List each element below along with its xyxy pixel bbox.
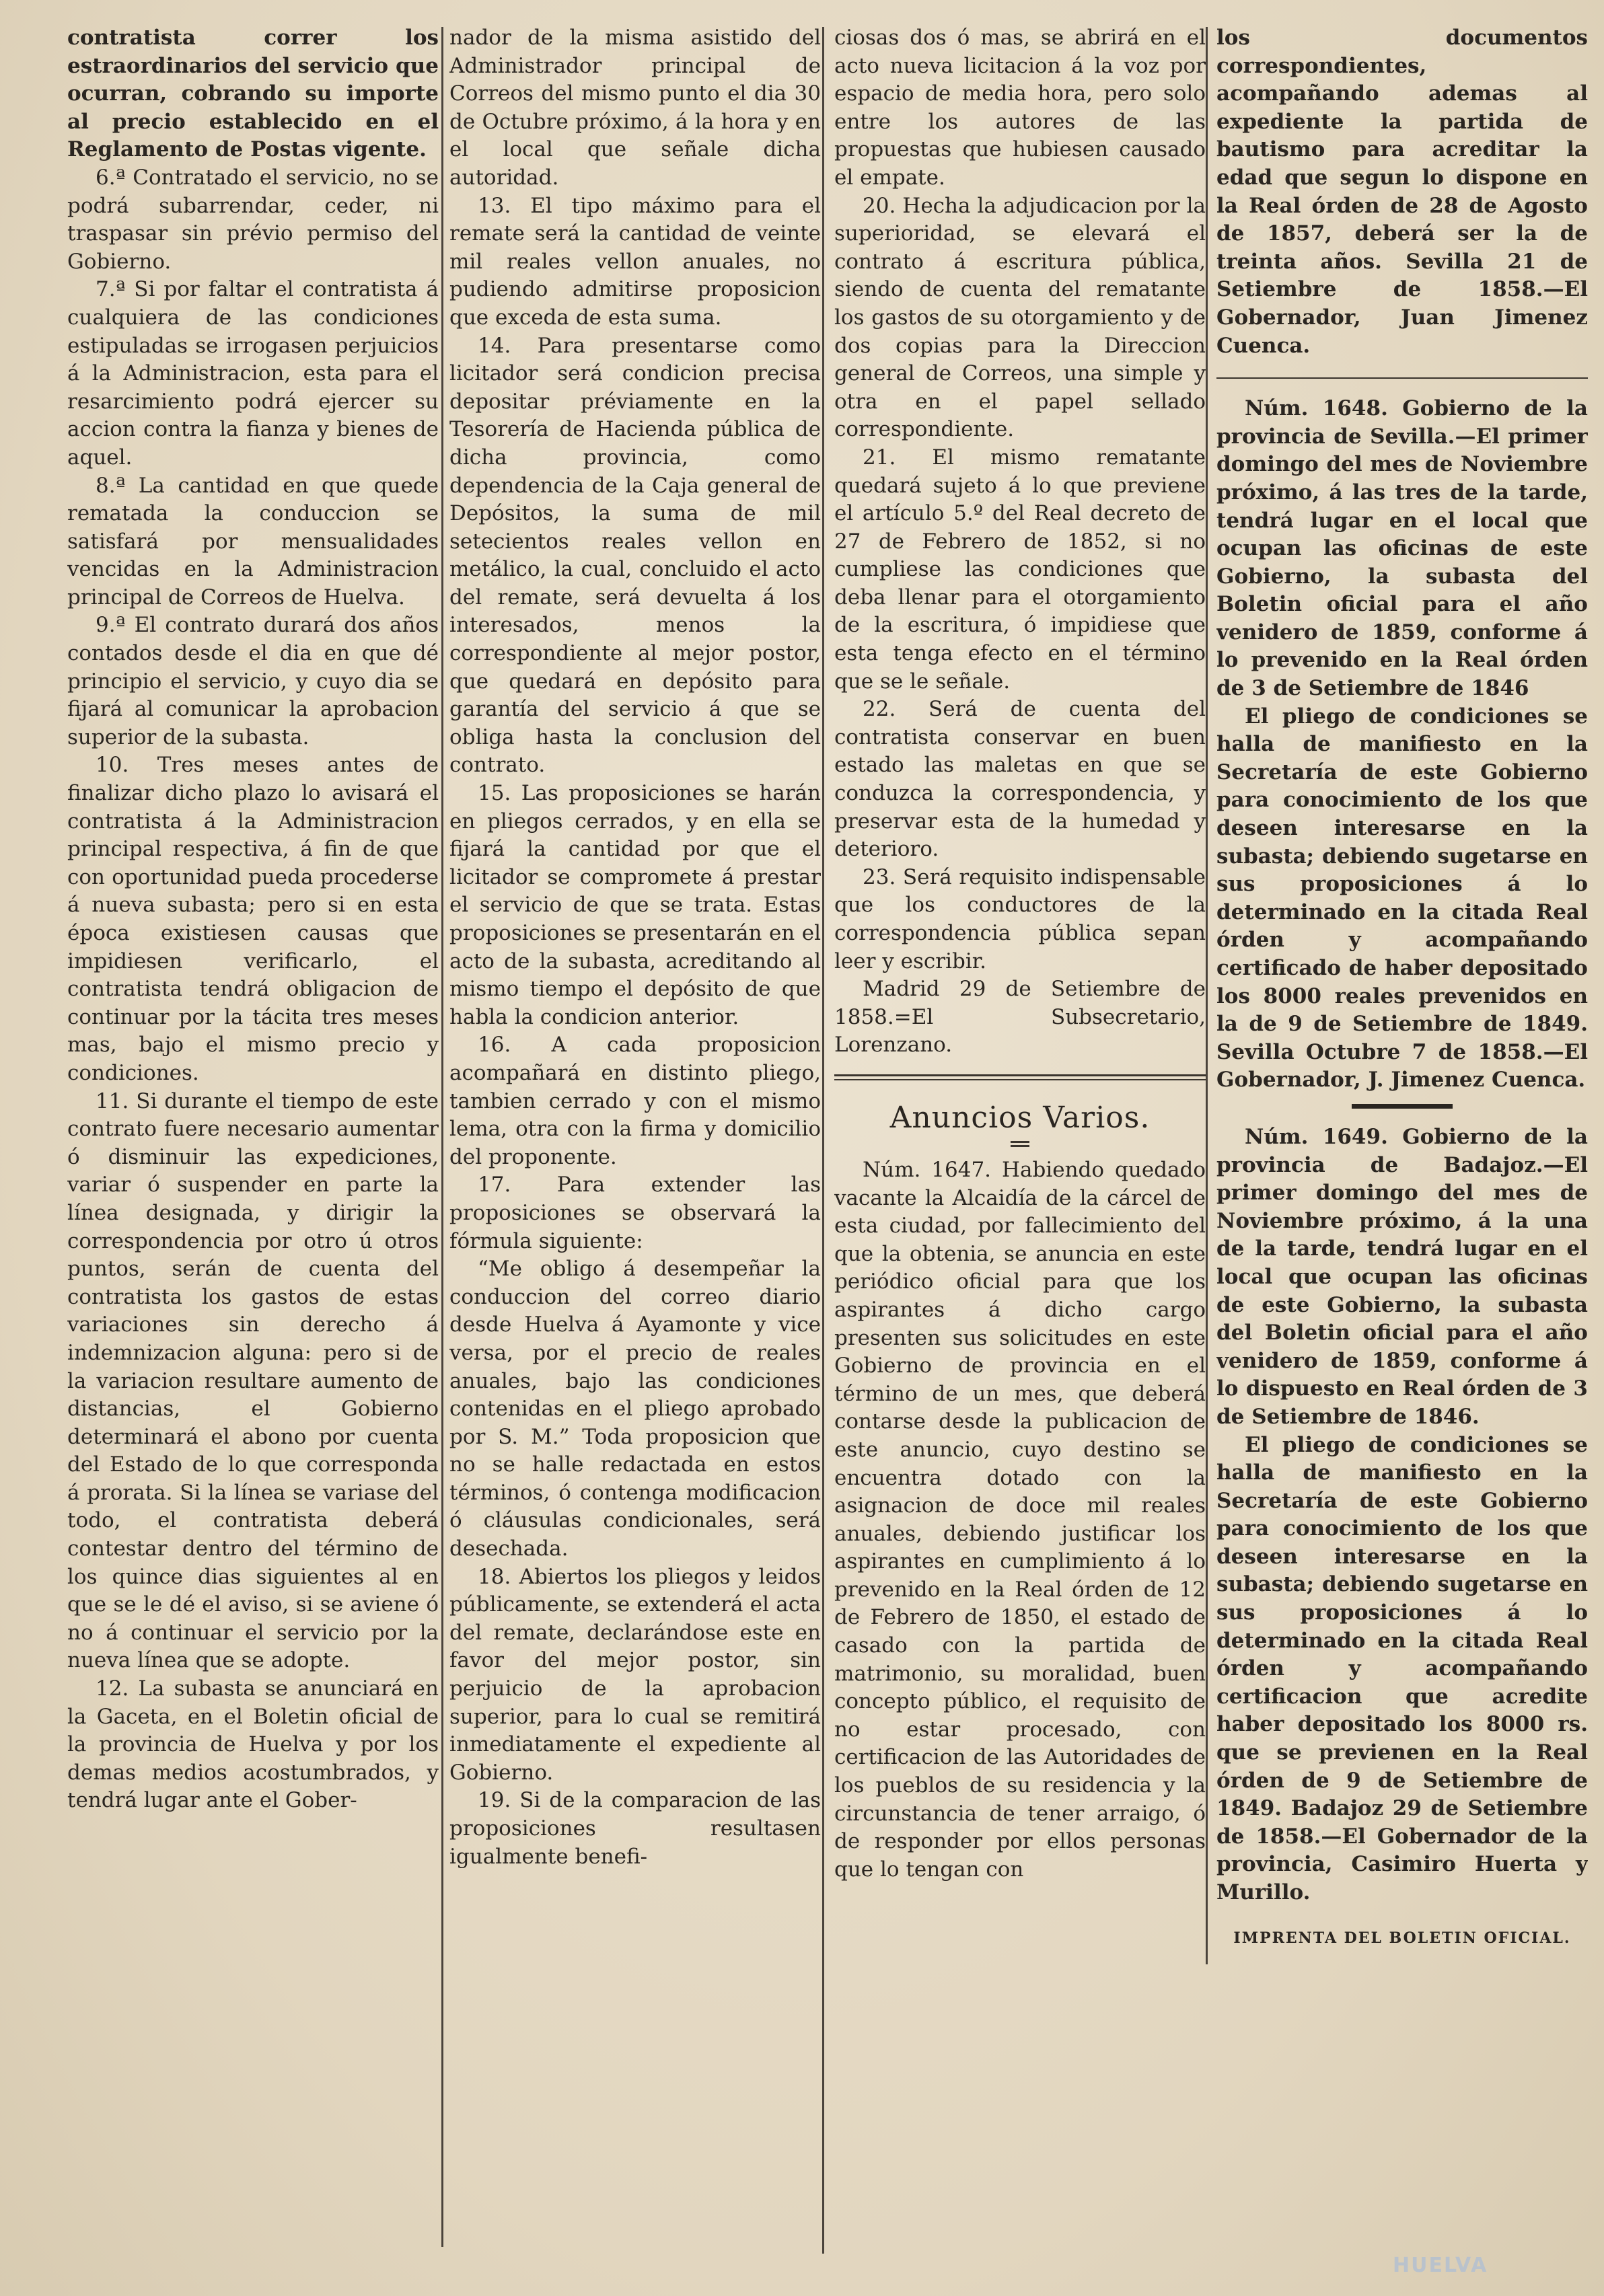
paragraph: 16. A cada proposicion acompañará en distinto pliego, tambien cerrado y con el mismo lema, otra con la firma y domicilio del proponente. <box>449 1033 821 1169</box>
title-ornament <box>1011 1141 1029 1147</box>
paragraph: 13. El tipo máximo para el remate será la cantidad de veinte mil reales vellon anuales, no pudiendo admitirse proposicion que exceda de esta suma. <box>449 193 821 330</box>
paragraph: contratista correr los estraordinarios del servicio que ocurran, cobrando su importe al precio establecido en el Reglamento de Postas vigente. <box>67 26 439 162</box>
paragraph: 20. Hecha la adjudicacion por la superioridad, se elevará el contrato á escritura pública, siendo de cuenta del rematante los gastos de su otorgamiento y de dos copias para la Direccion general de Correos, una simple y otra en el papel sellado correspondiente. <box>834 193 1206 442</box>
paragraph: nador de la misma asistido del Administrador principal de Correos del mismo punto el dia 30 de Octubre próximo, á la hora y en el local que señale dicha autoridad. <box>449 26 821 190</box>
paragraph: 7.ª Si por faltar el contratista á cualquiera de las condiciones estipuladas se irrogasen perjuicios á la Administracion, esta para el resarcimiento podrá ejercer su accion contra la fianza y bienes de aquel. <box>67 277 439 470</box>
paragraph: 23. Será requisito indispensable que los conductores de la correspondencia pública sepan leer y escribir. <box>834 864 1206 973</box>
notice-divider <box>1352 1104 1453 1109</box>
paragraph: Núm. 1647. Habiendo quedado vacante la Alcaidía de la cárcel de esta ciudad, por fallecimiento del que la obtenia, se anuncia en este periódico oficial para que los aspirantes á dicho cargo presenten sus solicitudes en este Gobierno de provincia en el término de un mes, que deberá contarse desde la publicacion de este anuncio, cuyo destino se encuentra dotado con la asignacion de doce mil reales anuales, debiendo justificar los aspirantes en cumplimiento á lo prevenido en la Real órden de 12 de Febrero de 1850, el estado de casado con la partida de matrimonio, su moralidad, buen concepto público, el requisito de no estar procesado, con certificacion de las Autoridades de los pueblos de su residencia y la circunstancia de tener arraigo, ó de responder por ellos personas que lo tengan con <box>834 1157 1206 1882</box>
paragraph: 15. Las proposiciones se harán en pliegos cerrados, y en ella se fijará la cantidad por que el licitador se compromete á prestar el servicio de que se trata. Estas proposiciones se presentarán en el acto de la subasta, acreditando al mismo tiempo el depósito de que habla la condicion anterior. <box>449 781 821 1029</box>
section-title: Anuncios Varios. <box>889 1100 1151 1135</box>
paragraph: El pliego de condiciones se halla de manifiesto en la Secretaría de este Gobierno para conocimiento de los que deseen interesarse en la subasta; debiendo sugetarse en sus proposiciones á lo determinado en la citada Real órden y acompañando certificado de haber depositado los 8000 reales prevenidos en la de 9 de Setiembre de 1849. Sevilla Octubre 7 de 1858.—El Gobernador, J. Jimenez Cuenca. <box>1216 704 1588 1093</box>
paragraph: Núm. 1649. Gobierno de la provincia de Badajoz.—El primer domingo del mes de Noviembre próximo, á la una de la tarde, tendrá lugar en el local que ocupan las oficinas de este Gobierno, la subasta del Boletin oficial para el año venidero de 1859, conforme á lo dispuesto en Real órden de 3 de Setiembre de 1846. <box>1216 1124 1588 1429</box>
paragraph: 17. Para extender las proposiciones se observará la fórmula siguiente: <box>449 1173 821 1253</box>
paragraph: 6.ª Contratado el servicio, no se podrá subarrendar, ceder, ni traspasar sin prévio permiso del Gobierno. <box>67 165 439 274</box>
paragraph: 18. Abiertos los pliegos y leidos públicamente, se extenderá el acta del remate, declarándose este en favor del mejor postor, sin perjuicio de la aprobacion superior, para lo cual se remitirá inmediatamente el expediente al Gobierno. <box>449 1564 821 1785</box>
column-3 <box>834 24 1206 2264</box>
paragraph: 14. Para presentarse como licitador será condicion precisa depositar préviamente en la Tesorería de Hacienda pública de dicha provincia, como dependencia de la Caja general de Depósitos, la suma de mil setecientos reales vellon en metálico, la cual, concluido el acto del remate, será devuelta á los interesados, menos la correspondiente al mejor postor, que quedará en depósito para garantía del servicio á que se obliga hasta la conclusion del contrato. <box>449 333 821 778</box>
column-2 <box>449 24 821 2264</box>
signature-line: Madrid 29 de Setiembre de 1858.=El Subsecretario, Lorenzano. <box>834 977 1206 1058</box>
paragraph: “Me obligo á desempeñar la conduccion del correo diario desde Huelva á Ayamonte y vice versa, por el precio de reales anuales, bajo las condiciones contenidas en el pliego aprobado por S. M.” Toda proposicion que no se halle redactada en estos términos, ó contenga modificacion ó cláusulas condicionales, será desechada. <box>449 1257 821 1561</box>
paragraph: ciosas dos ó mas, se abrirá en el acto nueva licitacion á la voz por espacio de media hora, pero solo entre los autores de las propuestas que hubiesen causado el empate. <box>834 26 1206 190</box>
section-divider <box>834 1074 1206 1080</box>
archive-watermark: HUELVA <box>1393 2254 1488 2277</box>
column-rule <box>1206 27 1208 1964</box>
paragraph: 19. Si de la comparacion de las proposiciones resultasen igualmente benefi- <box>449 1788 821 1869</box>
imprint-line: IMPRENTA DEL BOLETIN OFICIAL. <box>1233 1929 1571 1947</box>
paragraph: 9.ª El contrato durará dos años contados desde el dia en que dé principio el servicio, y cuyo dia se fijará al comunicar la aprobacion superior de la subasta. <box>67 613 439 749</box>
paragraph: 21. El mismo rematante quedará sujeto á lo que previene el artículo 5.º del Real decreto de 27 de Febrero de 1852, si no cumpliese las condiciones que deba llenar para el otorgamiento de la escritura, ó impidiese que esta tenga efecto en el término que se le señale. <box>834 445 1206 694</box>
paragraph: 12. La subasta se anunciará en la Gaceta, en el Boletin oficial de la provincia de Huelva y por los demas medios acostumbrados, y tendrá lugar ante el Gober- <box>67 1676 439 1813</box>
column-4 <box>1216 24 1588 2264</box>
paragraph: 11. Si durante el tiempo de este contrato fuere necesario aumentar ó disminuir las expediciones, variar ó suspender en parte la línea designada, y dirigir la correspondencia por otro ú otros puntos, serán de cuenta del contratista los gastos de estas variaciones sin derecho á indemnizacion alguna: pero si de la variacion resultare aumento de distancias, el Gobierno determinará el abono por cuenta del Estado de lo que corresponda á prorata. Si la línea se variase del todo, el contratista deberá contestar dentro del término de los quince dias siguientes al en que se le dé el aviso, si se aviene ó no á continuar el servicio por la nueva línea que se adopte. <box>67 1088 439 1673</box>
paragraph: Núm. 1648. Gobierno de la provincia de Sevilla.—El primer domingo del mes de Noviembre próximo, á las tres de la tarde, tendrá lugar en el local que ocupan las oficinas de este Gobierno, la subasta del Boletin oficial para el año venidero de 1859, conforme á lo prevenido en la Real órden de 3 de Setiembre de 1846 <box>1216 396 1588 701</box>
paragraph: 8.ª La cantidad en que quede rematada la conduccion se satisfará por mensualidades vencidas en la Administracion principal de Correos de Huelva. <box>67 473 439 609</box>
notice-divider <box>1216 377 1588 379</box>
paragraph: El pliego de condiciones se halla de manifiesto en la Secretaría de este Gobierno para conocimiento de los que deseen interesarse en la subasta; debiendo sugetarse en sus proposiciones á lo determinado en la citada Real órden y acompañando certificacion que acredite haber depositado los 8000 rs. que se previenen en la Real órden de 9 de Setiembre de 1849. Badajoz 29 de Setiembre de 1858.—El Gobernador de la provincia, Casimiro Huerta y Murillo. <box>1216 1432 1588 1904</box>
paragraph: 22. Será de cuenta del contratista conservar en buen estado las maletas en que se conduzca la correspondencia, y preservar esta de la humedad y deterioro. <box>834 697 1206 862</box>
paragraph: los documentos correspondientes, acompañando ademas al expediente la partida de bautismo para acreditar la edad que segun lo dispone en la Real órden de 28 de Agosto de 1857, deberá ser la de treinta años. Sevilla 21 de Setiembre de 1858.—El Gobernador, Juan Jimenez Cuenca. <box>1216 26 1588 358</box>
column-rule <box>822 27 824 2254</box>
column-rule <box>441 27 443 2247</box>
column-1 <box>67 24 439 2264</box>
paragraph: 10. Tres meses antes de finalizar dicho plazo lo avisará el contratista á la Administracion principal respectiva, á fin de que con oportunidad pueda procederse á nueva subasta; pero si en esta época existiesen causas que impidiesen verificarlo, el contratista tendrá obligacion de continuar por la tácita tres meses mas, bajo el mismo precio y condiciones. <box>67 753 439 1085</box>
